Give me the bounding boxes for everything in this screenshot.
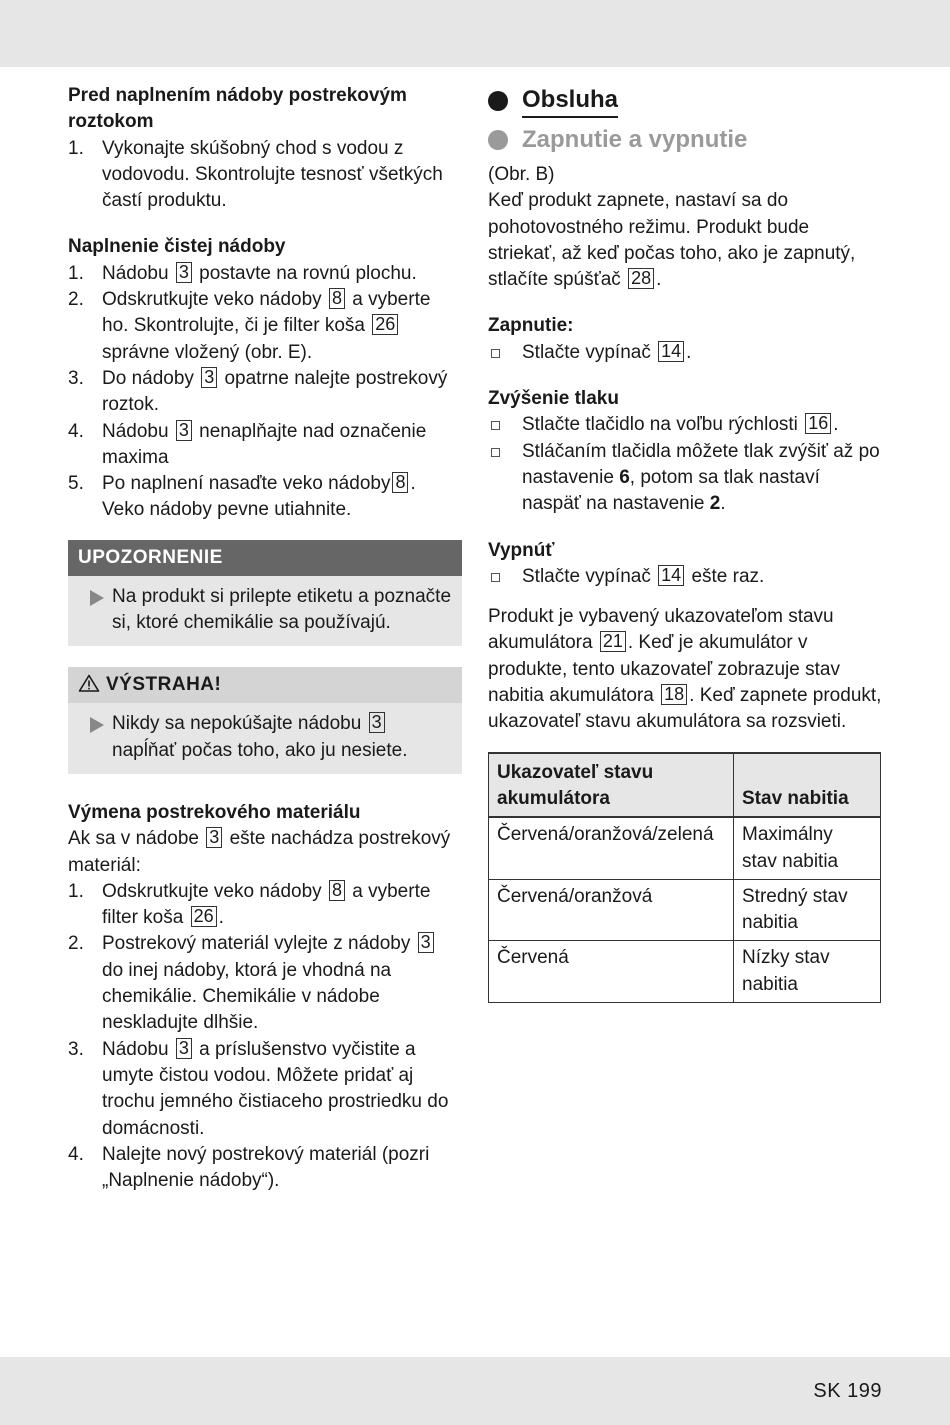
- list-item: 3. Nádobu 3 a príslušenstvo vyčistite a umyte čistou vodou. Môžete pridať aj trochu jemného čistiaceho prostriedku do domácnosti.: [68, 1037, 449, 1139]
- section-title-obsluha: Obsluha: [522, 84, 618, 118]
- left-column: [68, 83, 462, 1194]
- part-reference: 3: [176, 262, 192, 283]
- battery-status-table: [488, 752, 881, 1003]
- table-header: Ukazovateľ stavu akumulátora: [489, 753, 734, 818]
- table-cell: Červená: [489, 941, 734, 1003]
- table-cell: Stredný stav nabitia: [734, 879, 881, 941]
- heading-off: Vypnúť: [488, 539, 555, 561]
- table-row: [489, 941, 881, 1003]
- part-reference: 14: [658, 341, 684, 362]
- list-item: 2. Odskrutkujte veko nádoby 8 a vyberte ho. Skontrolujte, či je filter koša 26 správne vložený (obr. E).: [68, 288, 431, 363]
- list-item: 3. Do nádoby 3 opatrne nalejte postrekový roztok.: [68, 366, 448, 416]
- heading-pressure: Zvýšenie tlaku: [488, 388, 619, 410]
- table-cell: Červená/oranžová/zelená: [489, 817, 734, 879]
- list-item: Stláčaním tlačidla môžete tlak zvýšiť až po nastavenie 6, potom sa tlak nastaví naspäť na nastavenie 2.: [488, 439, 882, 518]
- part-reference: 3: [418, 932, 434, 953]
- checkbox-bullet-icon: [491, 421, 500, 430]
- part-reference: 8: [329, 288, 345, 309]
- section-heading-replace: Výmena postrekového materiálu: [68, 801, 361, 823]
- fill-steps: [68, 261, 462, 524]
- list-item: Stlačte vypínač 14 ešte raz.: [488, 564, 882, 590]
- list-item: 2. Postrekový materiál vylejte z nádoby 3 do inej nádoby, ktorá je vhodná na chemikálie. Chemikálie v nádobe neskladujte dlhšie.: [68, 931, 462, 1036]
- list-item: 1. Vykonajte skúšobný chod s vodou z vodovodu. Skontrolujte tesnosť všetkých častí produktu.: [68, 137, 443, 212]
- table-cell: Červená/oranžová: [489, 879, 734, 941]
- part-reference: 16: [805, 413, 831, 434]
- bullet-dot-icon: [488, 130, 508, 150]
- list-item: 5. Po naplnení nasaďte veko nádoby 8 . Veko nádoby pevne utiahnite.: [68, 472, 416, 521]
- section-subtitle: Zapnutie a vypnutie: [522, 126, 748, 153]
- checkbox-bullet-icon: [491, 349, 500, 358]
- checkbox-bullet-icon: [491, 573, 500, 582]
- warning-box: VÝSTRAHA! Nikdy sa nepokúšajte nádobu 3 napĺňať počas toho, ako ju nesiete.: [68, 667, 462, 774]
- table-cell: Nízky stav nabitia: [734, 941, 881, 1003]
- replace-steps: [68, 879, 462, 1195]
- warning-title: VÝSTRAHA!: [106, 674, 222, 696]
- table-header: Stav nabitia: [734, 753, 881, 818]
- notice-box: [68, 540, 462, 647]
- right-column: [488, 84, 882, 1003]
- part-reference: 21: [600, 631, 626, 652]
- part-reference: 3: [206, 827, 222, 848]
- bullet-dot-icon: [488, 91, 508, 111]
- part-reference: 8: [329, 880, 345, 901]
- part-reference: 28: [628, 268, 654, 289]
- list-item: 1. Odskrutkujte veko nádoby 8 a vyberte filter koša 26 .: [68, 879, 431, 929]
- heading-on: Zapnutie:: [488, 315, 574, 337]
- part-reference: 18: [661, 684, 687, 705]
- part-reference: 14: [658, 565, 684, 586]
- part-reference: 8: [392, 472, 408, 493]
- part-reference: 3: [369, 712, 385, 733]
- list-item: Stlačte vypínač 14 .: [488, 340, 882, 366]
- footer-band: [0, 1357, 950, 1425]
- table-row: [489, 879, 881, 941]
- page-number: SK 199: [813, 1380, 882, 1402]
- section-heading-prefill: Pred naplnením nádoby postrekovým roztokom: [68, 85, 407, 133]
- checkbox-bullet-icon: [491, 448, 500, 457]
- figure-reference: (Obr. B): [488, 164, 555, 185]
- list-item: Stlačte tlačidlo na voľbu rýchlosti 16 .: [488, 412, 882, 438]
- table-header-row: [489, 753, 881, 818]
- list-item: 4. Nalejte nový postrekový materiál (pozri „Naplnenie nádoby“).: [68, 1143, 430, 1192]
- part-reference: 3: [176, 420, 192, 441]
- section-heading-fill: Naplnenie čistej nádoby: [68, 236, 286, 258]
- list-item: 4. Nádobu 3 nenaplňajte nad označenie maxima: [68, 419, 427, 468]
- prefill-steps: [68, 136, 462, 215]
- list-item: 1. Nádobu 3 postavte na rovnú plochu.: [68, 261, 417, 284]
- arrow-bullet-icon: [90, 717, 104, 733]
- table-row: [489, 817, 881, 879]
- warning-triangle-icon: [78, 674, 100, 692]
- indicator-paragraph: Produkt je vybavený ukazovateľom stavu akumulátora 21 . Keď je akumulátor v produkte, tento ukazovateľ zobrazuje stav nabitia akumulátora 18 . Keď zapnete produkt, ukazovateľ stavu akumulátora sa rozsvieti.: [488, 606, 882, 733]
- notice-text: Na produkt si prilepte etiketu a poznačte si, ktoré chemikálie sa používajú.: [112, 585, 452, 634]
- intro-paragraph: Keď produkt zapnete, nastaví sa do pohotovostného režimu. Produkt bude striekať, až keď počas toho, ako je zapnutý, stlačíte spúšťač 28 .: [488, 190, 856, 291]
- part-reference: 3: [176, 1038, 192, 1059]
- notice-title: UPOZORNENIE: [68, 540, 462, 576]
- replace-intro: Ak sa v nádobe 3 ešte nachádza postrekový materiál:: [68, 827, 451, 876]
- header-band: [0, 0, 950, 67]
- part-reference: 26: [191, 906, 217, 927]
- part-reference: 3: [201, 367, 217, 388]
- table-cell: Maximálny stav nabitia: [734, 817, 881, 879]
- part-reference: 26: [372, 314, 398, 335]
- arrow-bullet-icon: [90, 590, 104, 606]
